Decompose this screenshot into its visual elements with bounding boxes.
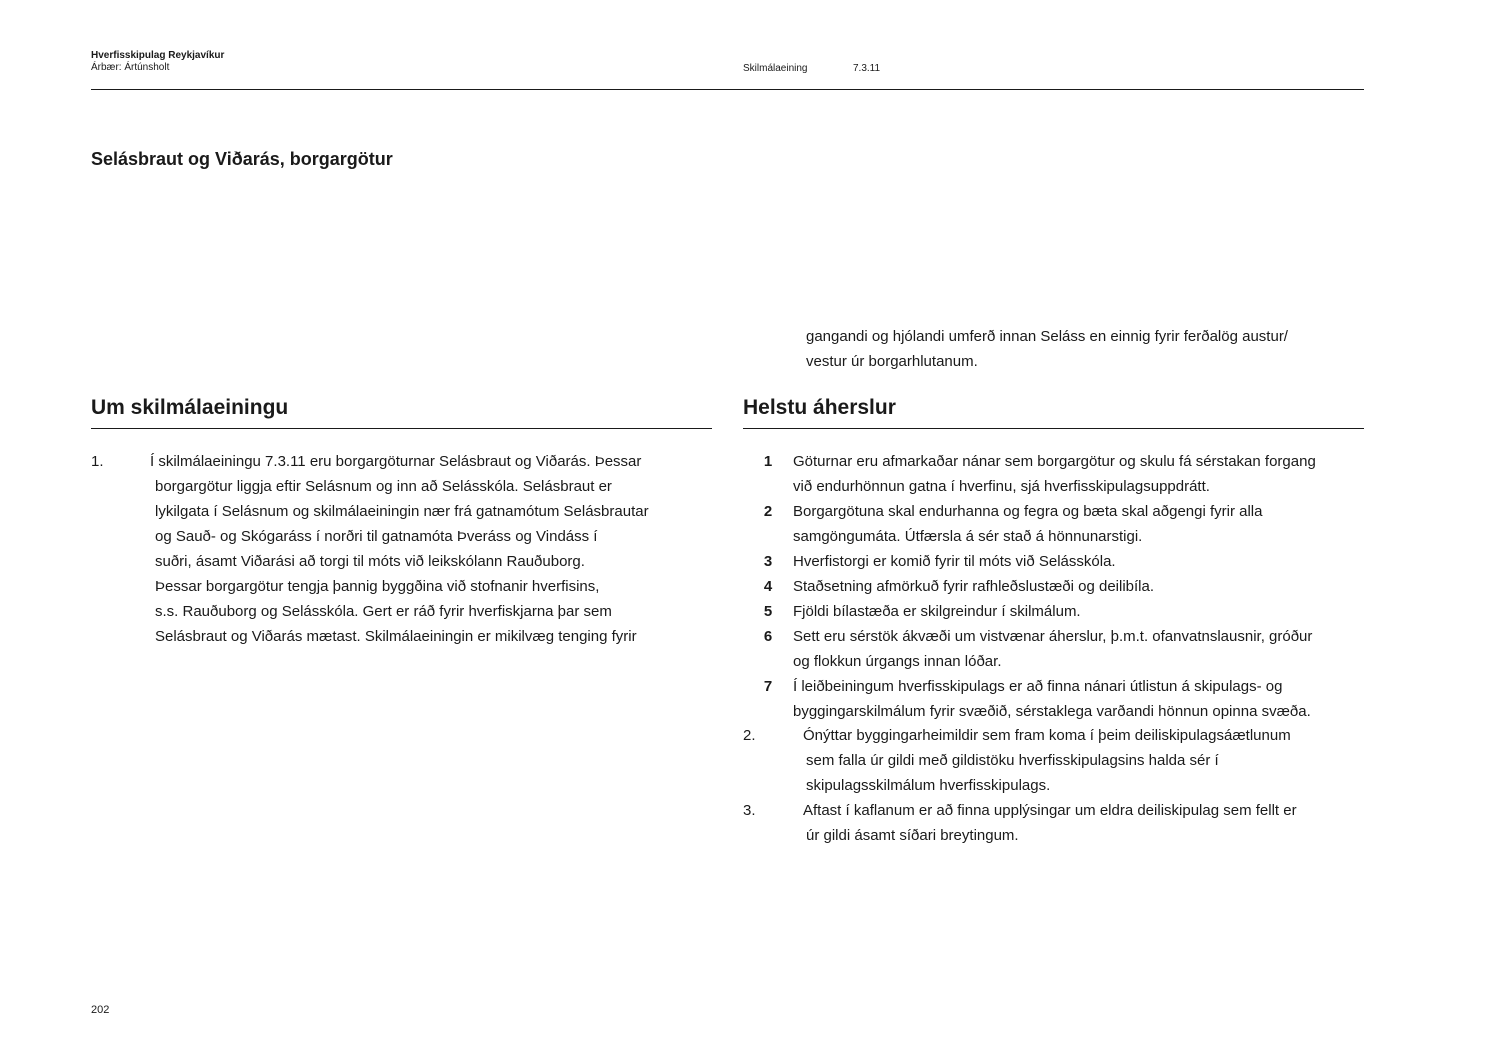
list-item [743,599,1368,624]
text-line: gangandi og hjólandi umferð innan Seláss en einnig fyrir ferðalög austur/ [806,328,1288,345]
text-line: Selásbraut og Viðarás mætast. Skilmálaeiningin er mikilvæg tenging fyrir [155,628,637,645]
list-item [743,499,1368,549]
page-number: 202 [91,1004,110,1016]
text-line: úr gildi ásamt síðari breytingum. [806,827,1019,844]
text-line: Í skilmálaeiningu 7.3.11 eru borgargöturnar Selásbraut og Viðarás. Þessar [150,453,642,470]
text-line: byggingarskilmálum fyrir svæðið, sérstaklega varðandi hönnun opinna svæða. [793,703,1311,720]
list-item [743,549,1368,574]
section-number: 7.3.11 [853,63,881,74]
text-line: suðri, ásamt Viðarási að torgi til móts við leikskólann Rauðuborg. [155,553,585,570]
list-item-number: 1 [763,453,773,470]
item-number: 3. [743,802,756,819]
paragraph-item-3 [803,798,1366,848]
heading-divider [743,428,1364,429]
text-line: Í leiðbeiningum hverfisskipulags er að finna nánari útlistun á skipulags- og [793,678,1283,695]
text-line: Staðsetning afmörkuð fyrir rafhleðslustæði og deilibíla. [793,578,1155,595]
document-title: Hverfisskipulag Reykjavíkur [91,50,225,61]
list-item-number: 5 [763,603,773,620]
list-item-number: 4 [763,578,773,595]
list-item [743,449,1368,499]
item-number: 2. [743,727,756,744]
text-line: borgargötur liggja eftir Selásnum og inn að Selásskóla. Selásbraut er [155,478,612,495]
list-item-number: 2 [763,503,773,520]
text-line: skipulagsskilmálum hverfisskipulags. [806,777,1051,794]
text-line: og flokkun úrgangs innan lóðar. [793,653,1002,670]
text-line: Ónýttar byggingarheimildir sem fram koma í þeim deiliskipulagsáætlunum [803,727,1291,744]
text-line: samgöngumáta. Útfærsla á sér stað á hönnunarstigi. [793,528,1143,545]
text-line: Göturnar eru afmarkaðar nánar sem borgargötur og skulu fá sérstakan forgang [793,453,1316,470]
text-line: Sett eru sérstök ákvæði um vistvænar áherslur, þ.m.t. ofanvatnslausnir, gróður [793,628,1313,645]
text-line: og Sauð- og Skógaráss í norðri til gatnamóta Þveráss og Vindáss í [155,528,598,545]
text-line: Þessar borgargötur tengja þannig byggðina við stofnanir hverfisins, [155,578,600,595]
section-heading-helstu-aherslur: Helstu áherslur [743,396,896,419]
text-line: Fjöldi bílastæða er skilgreindur í skilmálum. [793,603,1081,620]
text-line: Aftast í kaflanum er að finna upplýsingar um eldra deiliskipulag sem fellt er [803,802,1297,819]
district-subtitle: Árbær: Ártúnsholt [91,62,170,73]
text-line: við endurhönnun gatna í hverfinu, sjá hverfisskipulagsuppdrátt. [793,478,1210,495]
list-item-number: 6 [763,628,773,645]
list-item [743,624,1368,674]
continuation-text [806,324,1356,374]
text-line: lykilgata í Selásnum og skilmálaeiningin nær frá gatnamótum Selásbrautar [155,503,649,520]
list-item [743,674,1368,724]
paragraph-um-skilmalaeiningu [150,449,705,649]
text-line: Borgargötuna skal endurhanna og fegra og bæta skal aðgengi fyrir alla [793,503,1263,520]
item-number: 1. [91,453,104,470]
text-line: Hverfistorgi er komið fyrir til móts við Selásskóla. [793,553,1116,570]
header-divider [91,89,1364,90]
page-title: Selásbraut og Viðarás, borgargötur [91,149,393,169]
emphasis-list [743,449,1368,724]
list-item [743,574,1368,599]
heading-divider [91,428,712,429]
list-item-number: 7 [763,678,773,695]
text-line: sem falla úr gildi með gildistöku hverfisskipulagsins halda sér í [806,752,1219,769]
section-label: Skilmálaeining [743,63,808,74]
paragraph-item-2 [803,723,1366,798]
text-line: vestur úr borgarhlutanum. [806,353,978,370]
section-heading-um-skilmalaeiningu: Um skilmálaeiningu [91,396,289,419]
text-line: s.s. Rauðuborg og Selásskóla. Gert er ráð fyrir hverfiskjarna þar sem [155,603,612,620]
list-item-number: 3 [763,553,773,570]
